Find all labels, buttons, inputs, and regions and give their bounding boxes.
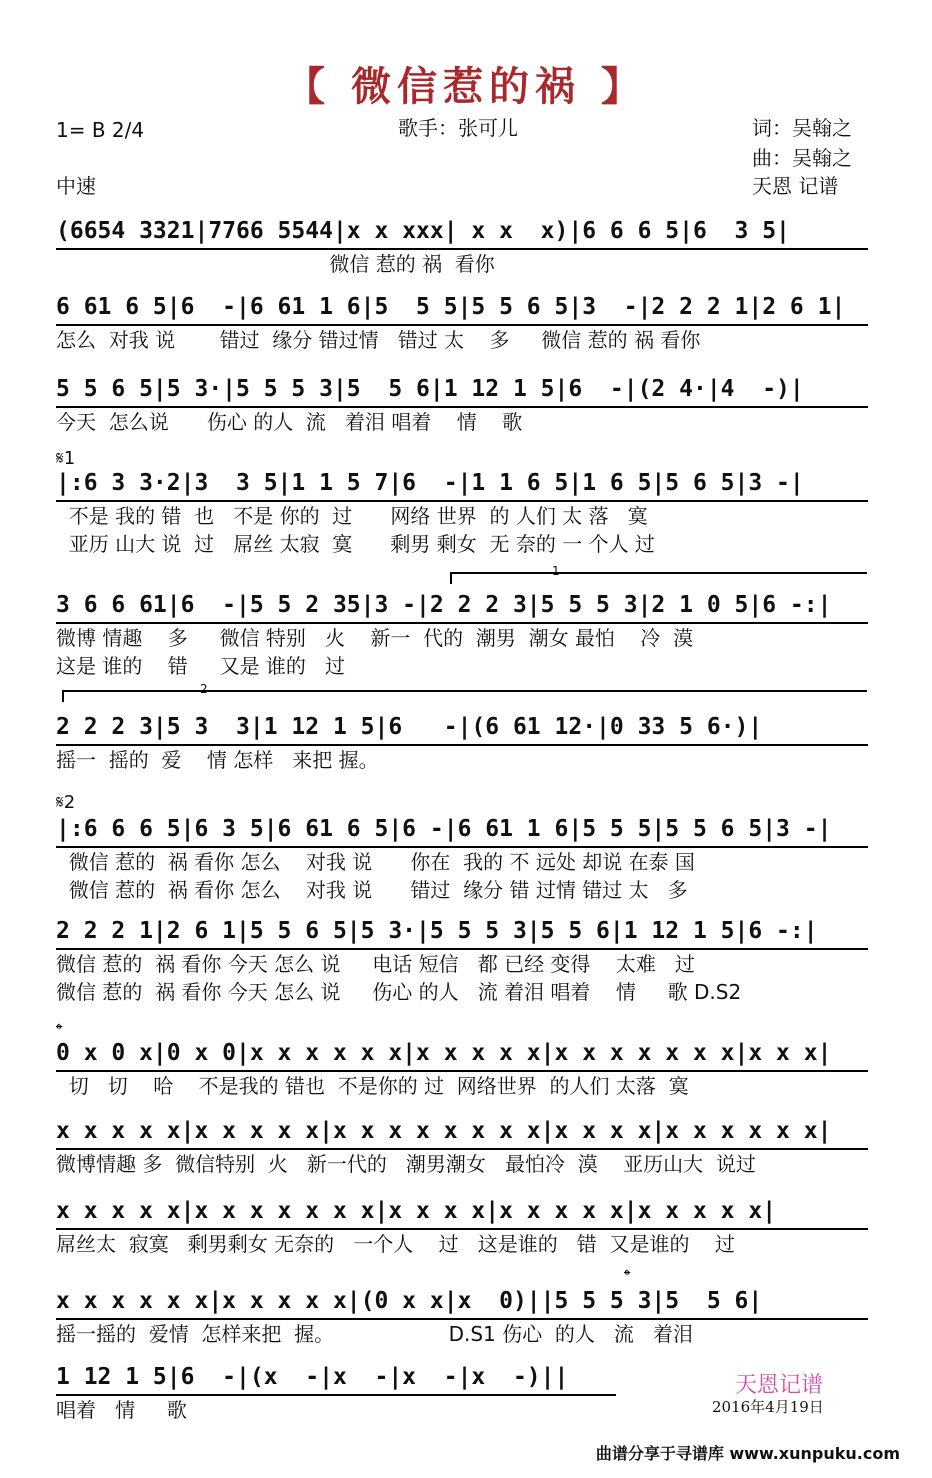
lyrics-line: 微信 惹的 祸 看你 怎么 对我 说 错过 缘分 错 过情 错过 太 多 (56, 878, 688, 902)
score-row-8 (56, 914, 868, 1006)
volta-1-bracket (450, 572, 867, 584)
notes-line: x x x x x x|x x x x x|(0 x x|x 0)||5 5 5 3|5 5 6| (56, 1284, 868, 1320)
lyrics-line: 微博情趣 多 微信特别 火 新一代的 潮男潮女 最怕冷 漠 亚历山大 说过 (56, 1152, 756, 1176)
segno-2-mark: 𝄋2 (56, 792, 76, 813)
lyrics-line: 摇一 摇的 爱 情 怎样 来把 握。 (56, 748, 379, 772)
lyrics-line: 摇一摇的 爱情 怎样来把 握。 D.S1 伤心 的人 流 着泪 (56, 1322, 693, 1346)
score-row-4 (56, 466, 868, 558)
score-row-1 (56, 214, 868, 278)
key-signature: 1= B 2/4 (56, 118, 145, 142)
coda-mark-2: 𝄌 (624, 1266, 631, 1287)
score-row-3 (56, 372, 868, 436)
lyrics-line: 微信 惹的 祸 看你 今天 怎么 说 电话 短信 都 已经 变得 太难 过 (56, 952, 695, 976)
singer-credit: 歌手：张可儿 (398, 116, 518, 140)
score-row-11 (56, 1194, 868, 1258)
notes-line: 6 61 6 5|6 -|6 61 1 6|5 5 5|5 5 6 5|3 -|2 2 2 1|2 6 1| (56, 290, 868, 326)
score-row-6 (56, 710, 868, 774)
score-row-10 (56, 1114, 868, 1178)
score-row-12 (56, 1284, 868, 1348)
notes-line: (6654 3321|7766 5544|x x xxx| x x x)|6 6 6 5|6 3 5| (56, 214, 868, 250)
transcription-date: 2016年4月19日 (712, 1398, 824, 1416)
lyrics-line: 怎么 对我 说 错过 缘分 错过情 错过 太 多 微信 惹的 祸 看你 (56, 328, 701, 352)
lyrics-line: 切 切 哈 不是我的 错也 不是你的 过 网络世界 的人们 太落 寞 (56, 1074, 689, 1098)
notes-line: |:6 3 3·2|3 3 5|1 1 5 7|6 -|1 1 6 5|1 6 5|5 6 5|3 -| (56, 466, 868, 502)
score-row-5 (56, 588, 868, 680)
lyrics-line: 屌丝太 寂寞 剩男剩女 无奈的 一个人 过 这是谁的 错 又是谁的 过 (56, 1232, 735, 1256)
lyrics-line: 不是 我的 错 也 不是 你的 过 网络 世界 的 人们 太 落 寞 (56, 504, 648, 528)
segno-1-mark: 𝄋1 (56, 448, 76, 469)
lyrics-line: 微信 惹的 祸 看你 怎么 对我 说 你在 我的 不 远处 却说 在泰 国 (56, 850, 695, 874)
lyrics-line: 唱着 情 歌 (56, 1398, 187, 1422)
notes-line: 1 12 1 5|6 -|(x -|x -|x -|x -)|| (56, 1360, 616, 1396)
lyrics-line: 微信 惹的 祸 看你 今天 怎么 说 伤心 的人 流 着泪 唱着 情 歌 D.S2 (56, 980, 742, 1004)
site-credit: 曲谱分享于寻谱库 www.xunpuku.com (595, 1444, 900, 1463)
volta-1-label: 1 (552, 564, 560, 578)
lyrics-line: 今天 怎么说 伤心 的人 流 着泪 唱着 情 歌 (56, 410, 523, 434)
notes-line: 0 x 0 x|0 x 0|x x x x x x|x x x x x|x x x x x x x|x x x| (56, 1036, 868, 1072)
composer-credit: 曲：吴翰之 (752, 146, 852, 170)
lyricist-credit: 词：吴翰之 (752, 116, 852, 140)
volta-2-label: 2 (200, 682, 208, 696)
notes-line: x x x x x|x x x x x|x x x x x x x x|x x x x|x x x x x x| (56, 1114, 868, 1150)
volta-2-bracket (62, 690, 867, 702)
lyrics-line: 亚历 山大 说 过 屌丝 太寂 寞 剩男 剩女 无 奈的 一 个人 过 (56, 532, 655, 556)
notes-line: 2 2 2 1|2 6 1|5 5 6 5|5 3·|5 5 5 3|5 5 6|1 12 1 5|6 -:| (56, 914, 868, 950)
tempo-marking: 中速 (56, 174, 96, 198)
transcriber-stamp: 天恩记谱 (735, 1373, 824, 1398)
score-row-2 (56, 290, 868, 354)
coda-mark-1: 𝄌 (56, 1020, 63, 1041)
notes-line: 3 6 6 61|6 -|5 5 2 35|3 -|2 2 2 3|5 5 5 3|2 1 0 5|6 -:| (56, 588, 868, 624)
score-row-13 (56, 1360, 616, 1424)
notes-line: |:6 6 6 5|6 3 5|6 61 6 5|6 -|6 61 1 6|5 5 5|5 5 6 5|3 -| (56, 812, 868, 848)
song-title: 【 微信惹的祸 】 (285, 64, 647, 110)
notes-line: 2 2 2 3|5 3 3|1 12 1 5|6 -|(6 61 12·|0 33 5 6·)| (56, 710, 868, 746)
lyrics-line: 这是 谁的 错 又是 谁的 过 (56, 654, 346, 678)
lyrics-line: 微信 惹的 祸 看你 (56, 252, 495, 276)
score-row-7 (56, 812, 868, 904)
notes-line: x x x x x|x x x x x x x|x x x x|x x x x x|x x x x x| (56, 1194, 868, 1230)
notes-line: 5 5 6 5|5 3·|5 5 5 3|5 5 6|1 12 1 5|6 -|(2 4·|4 -)| (56, 372, 868, 408)
transcriber-credit: 天恩 记谱 (752, 174, 839, 198)
score-row-9 (56, 1036, 868, 1100)
lyrics-line: 微博 情趣 多 微信 特别 火 新一 代的 潮男 潮女 最怕 冷 漠 (56, 626, 694, 650)
